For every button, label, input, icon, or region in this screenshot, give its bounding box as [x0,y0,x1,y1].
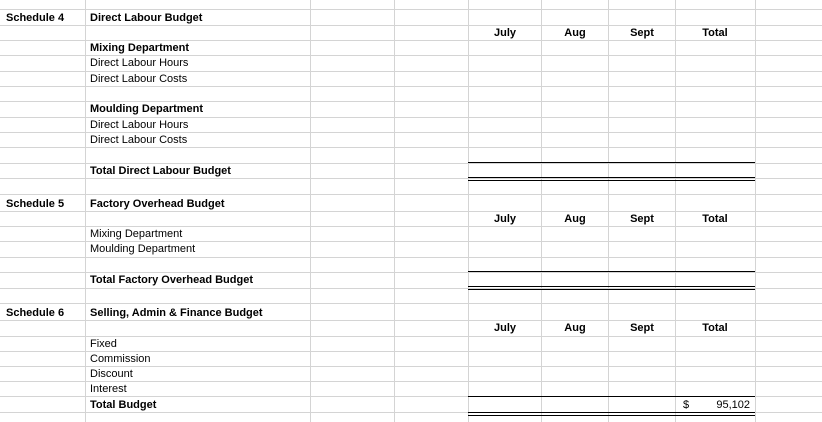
column-header-aug: Aug [564,322,586,334]
total-double-rule [468,412,755,416]
row-label: Fixed [90,338,117,350]
total-double-rule [468,177,755,181]
grid-row-line [0,336,822,337]
section-heading: Mixing Department [90,42,190,54]
column-header-july: July [493,213,516,225]
row-label: Commission [90,353,151,365]
total-row-label: Total Factory Overhead Budget [90,274,253,286]
row-label: Direct Labour Hours [90,57,189,69]
total-row-label: Total Budget [90,399,157,411]
schedule-label: Schedule 6 [6,307,65,319]
grid-row-line [0,147,822,148]
schedule-title: Selling, Admin & Finance Budget [90,307,263,319]
schedule-title: Factory Overhead Budget [90,198,225,210]
schedule-title: Direct Labour Budget [90,12,203,24]
row-label: Direct Labour Hours [90,119,189,131]
grid-row-line [0,257,822,258]
total-currency-symbol: $ [683,399,690,411]
row-label: Discount [90,368,133,380]
column-header-total: Total [702,213,728,225]
column-header-aug: Aug [564,27,586,39]
column-header-aug: Aug [564,213,586,225]
total-double-rule [468,286,755,290]
schedule-label: Schedule 4 [6,12,65,24]
grid-row-line [0,86,822,87]
row-label: Direct Labour Costs [90,134,188,146]
grid-row-line [0,194,822,195]
column-header-july: July [493,27,516,39]
column-header-total: Total [702,27,728,39]
column-header-sept: Sept [630,322,654,334]
total-top-rule [468,271,755,272]
grid-row-line [0,9,822,10]
row-label: Interest [90,383,127,395]
column-header-july: July [493,322,516,334]
row-label: Moulding Department [90,243,196,255]
row-label: Direct Labour Costs [90,73,188,85]
grid-row-line [0,303,822,304]
total-row-label: Total Direct Labour Budget [90,165,231,177]
column-header-total: Total [702,322,728,334]
total-top-rule [468,396,755,397]
column-header-sept: Sept [630,27,654,39]
row-label: Mixing Department [90,228,183,240]
section-heading: Moulding Department [90,103,204,115]
total-top-rule [468,162,755,163]
schedule-label: Schedule 5 [6,198,65,210]
column-header-sept: Sept [630,213,654,225]
total-budget-value: 95,102 [716,399,750,411]
